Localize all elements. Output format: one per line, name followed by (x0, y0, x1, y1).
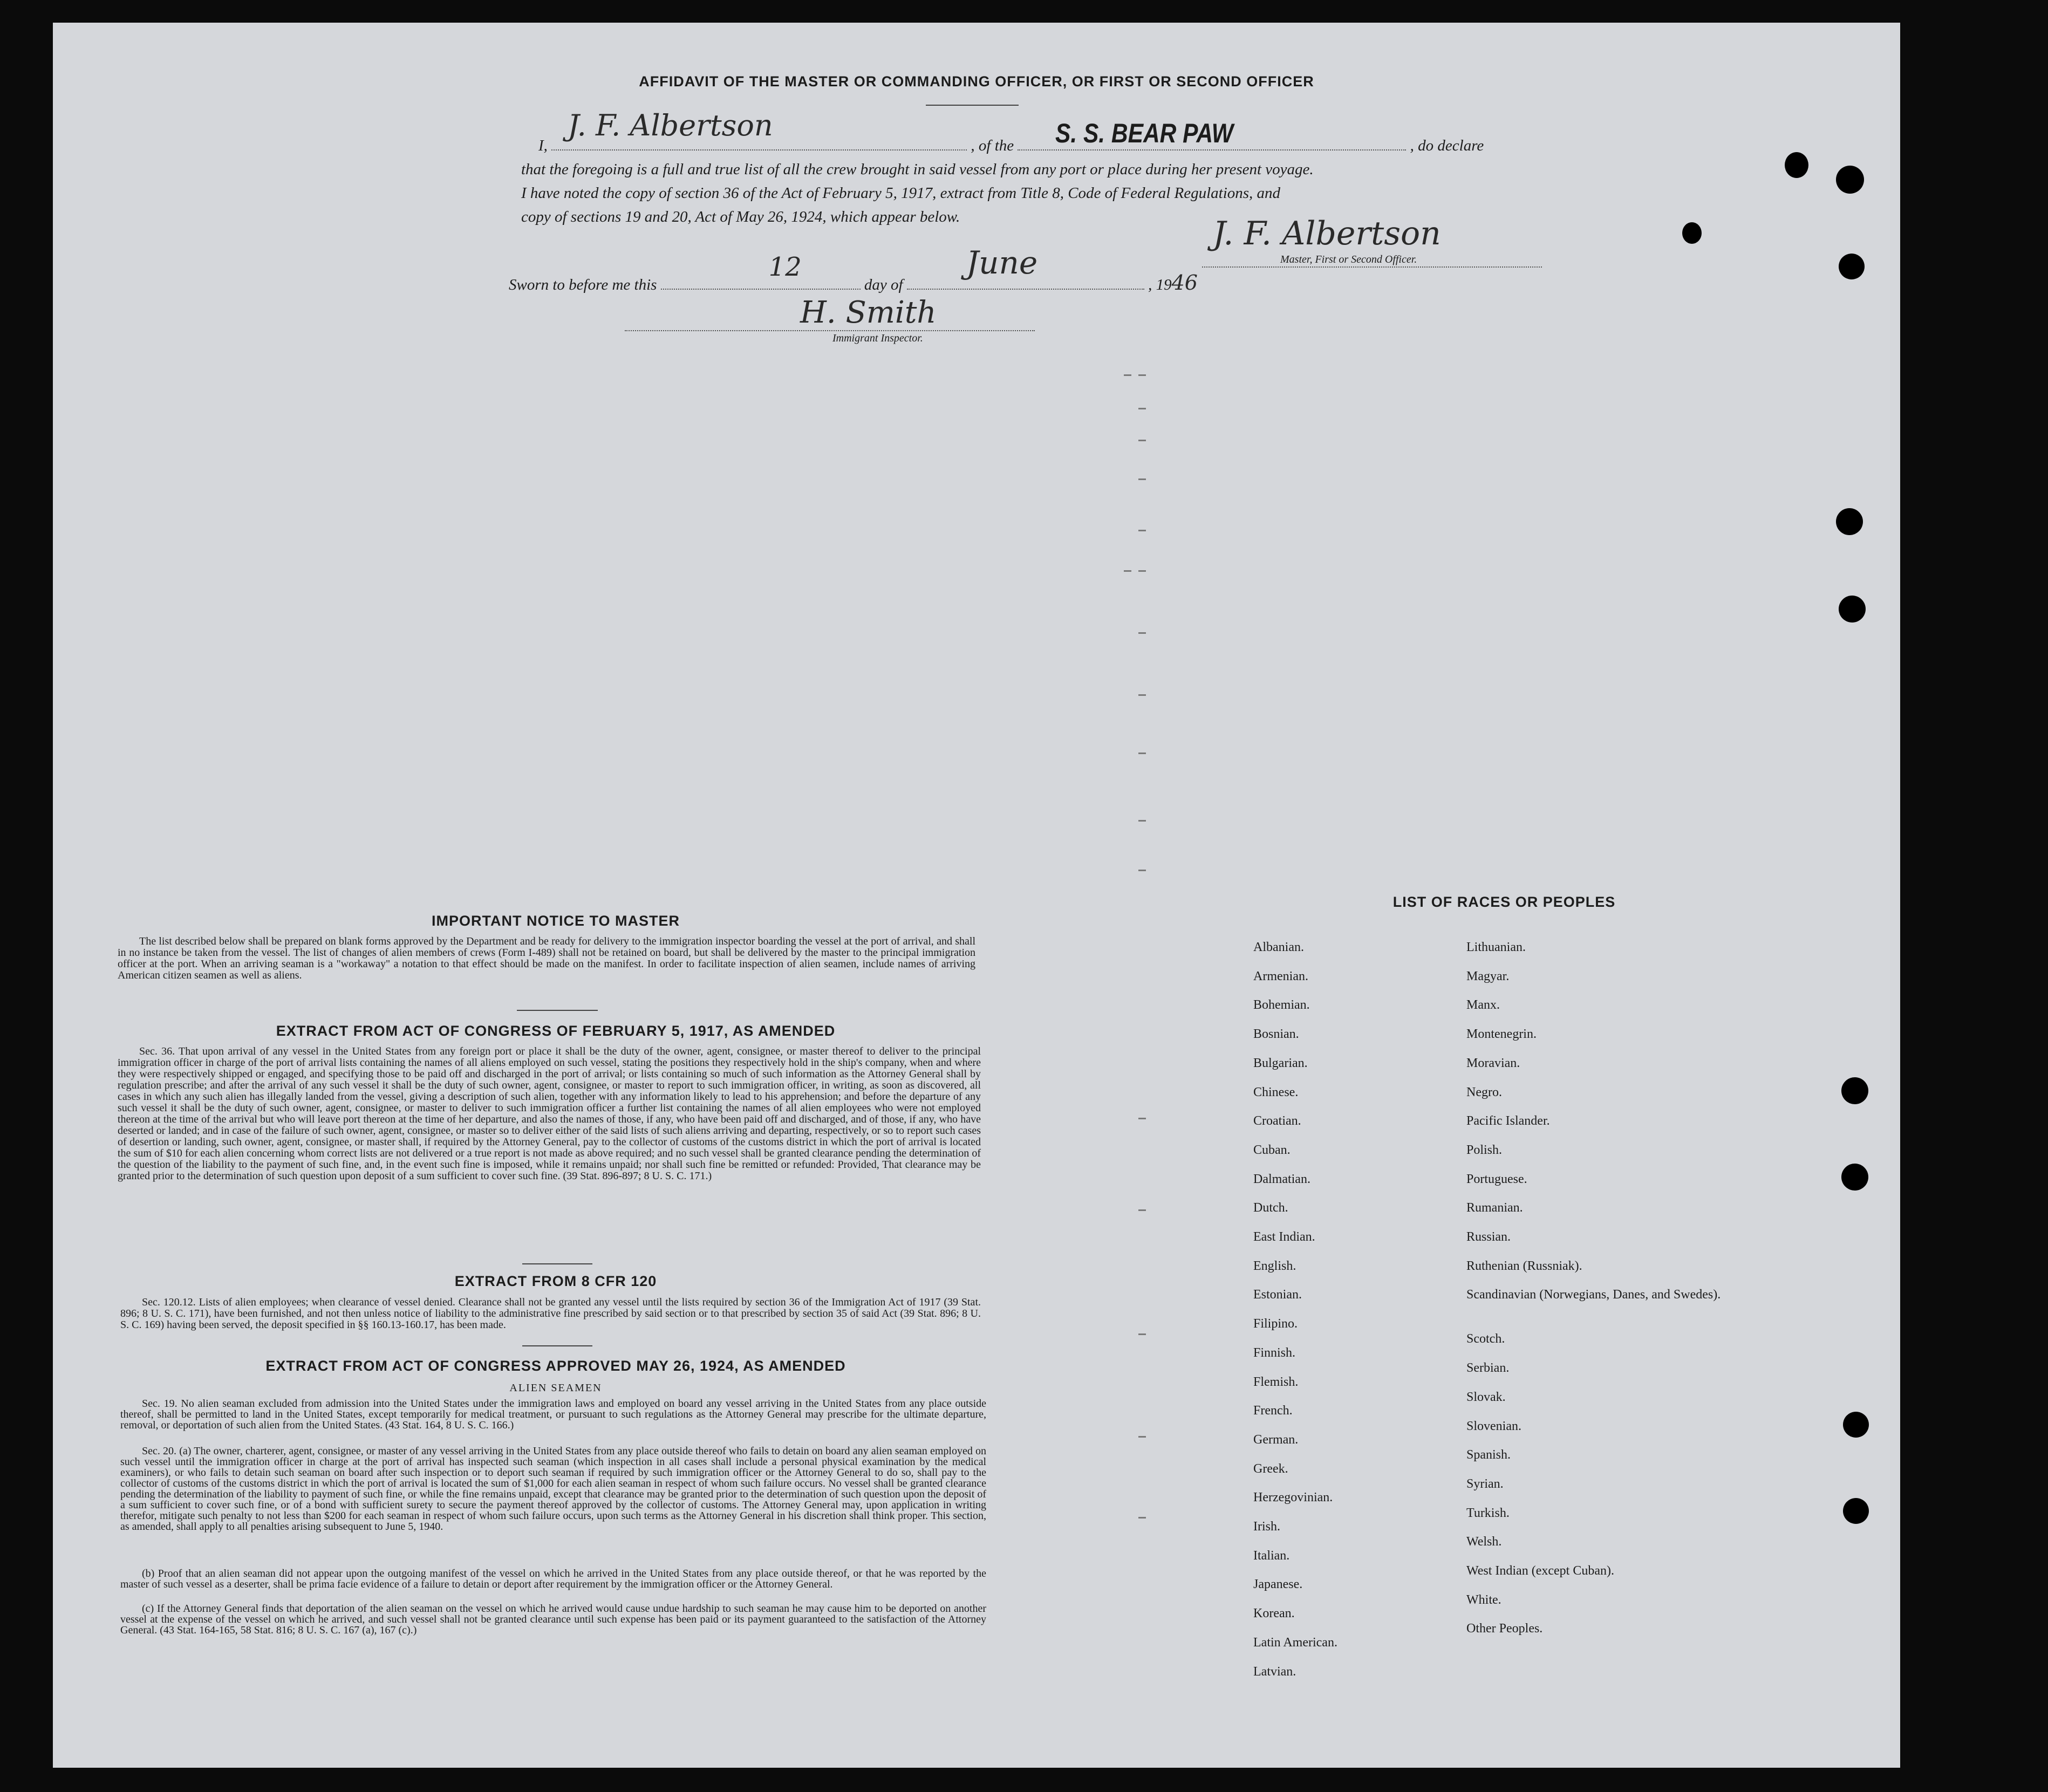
race-item: Manx. (1466, 998, 1500, 1013)
race-item: Slovenian. (1466, 1419, 1521, 1433)
race-item: Korean. (1253, 1606, 1295, 1621)
race-item: Estonian. (1253, 1288, 1302, 1302)
race-item: Other Peoples. (1466, 1622, 1543, 1636)
sworn-text: Sworn to before me this (509, 276, 657, 293)
bleed-mark (1124, 570, 1131, 572)
document-page (53, 23, 1900, 1768)
race-item: Negro. (1466, 1085, 1502, 1099)
race-item: Bulgarian. (1253, 1056, 1308, 1070)
extract-1924-sec19: Sec. 19. No alien seaman excluded from admission into the United States under the immigration laws and employed on board any vessel arriving in the United States from any place outside thereof, shall be permitted to land in the United States, except temporarily for medical treatment, or pursuant to such regulations as the Attorney General may prescribe for the ultimate departure, removal, or deportation of such alien from the United States. (43 Stat. 164, 8 U. S. C. 166.) (120, 1398, 986, 1431)
affidavit-line-2: that the foregoing is a full and true list of all the crew brought in said vessel from any port or place during her present voyage. (521, 161, 1314, 178)
bleed-mark (1138, 570, 1146, 572)
master-signature: J. F. Albertson (1213, 215, 1441, 252)
extract-1924-sec20c: (c) If the Attorney General finds that deportation of the alien seaman on the vessel on which he arrived would cause undue hardship to such seaman he may cause him to be deported on another vessel at the expense of the vessel on which he arrived, and such vessel shall not be granted clearance until such expense has been paid or its payment guaranteed to the satisfaction of the Attorney General. (43 Stat. 164-165, 58 Stat. 816; 8 U. S. C. 167 (a), 167 (c).) (120, 1603, 986, 1636)
bleed-mark (1138, 1517, 1146, 1519)
section-divider (522, 1263, 592, 1264)
race-item: Ruthenian (Russniak). (1466, 1258, 1582, 1273)
section-divider (522, 1345, 592, 1346)
sworn-month-field (907, 244, 1144, 290)
race-item: Italian. (1253, 1548, 1290, 1563)
bleed-mark (1138, 374, 1146, 376)
notice-heading: IMPORTANT NOTICE TO MASTER (432, 913, 680, 929)
bleed-mark (1138, 870, 1146, 871)
race-item: Polish. (1466, 1143, 1503, 1157)
master-signature-caption: Master, First or Second Officer. (1280, 254, 1417, 265)
affidavit-line-4: copy of sections 19 and 20, Act of May 26, 1924, which appear below. (521, 208, 960, 225)
race-item: Albanian. (1253, 940, 1304, 954)
alien-seamen-subheading: ALIEN SEAMEN (509, 1382, 602, 1394)
year-prefix: , 19 (1148, 276, 1172, 293)
title-divider (926, 105, 1019, 106)
notice-text: The list described below shall be prepared on blank forms approved by the Department and be ready for delivery to the immigration inspector boarding the vessel at the port of arrival, and shall in no instance be taken from the vessel. The list of changes of alien members of crews (Form I-489) shall not be retained on board, but shall be delivered by the master to the principal immigration officer at the port. When an arriving seaman is a "workaway" a notation to that effect should be made on the manifest. In order to facilitate inspection of alien seamen, include names of arriving American citizen seamen as well as aliens. (118, 935, 975, 981)
race-item: Portuguese. (1466, 1172, 1527, 1186)
master-name-handwritten: J. F. Albertson (568, 108, 773, 142)
extract-1917-heading: EXTRACT FROM ACT OF CONGRESS OF FEBRUARY 5, 1917, AS AMENDED (276, 1023, 836, 1039)
section-divider (517, 1010, 598, 1011)
race-item: Rumanian. (1466, 1201, 1523, 1215)
binder-hole (1836, 166, 1864, 194)
inspector-caption: Immigrant Inspector. (832, 332, 923, 344)
binder-hole (1843, 1498, 1869, 1524)
race-item: Scotch. (1466, 1332, 1505, 1346)
day-of-text: day of (864, 276, 903, 293)
race-item: Moravian. (1466, 1056, 1520, 1070)
extract-1924-sec20a: Sec. 20. (a) The owner, charterer, agent, consignee, or master of any vessel arriving in the United States from any place outside thereof who fails to detain on board any alien seaman employed on such vessel until the immigration officer in charge at the port of arrival has inspected such seaman (which inspection in all cases shall include a personal physical examination by the medical examiners), or who fails to detain such seaman on board after such inspection or to deport such seaman if required by such immigration officer or the Attorney General to do so, shall pay to the collector of customs of the customs district in which the port of arrival is located the sum of $1,000 for each alien seaman in respect of whom such failure occurs. No vessel shall be granted clearance pending the determination of the liability to payment of such fine, or while the fine remains unpaid, except that clearance may be granted prior to the determination of such question upon the deposit of a sum sufficient to cover such fine, or of a bond with sufficient surety to secure the payment thereof approved by the collector of customs. The Attorney General may, upon application in writing therefor, mitigate such penalty to not less than $200 for each seaman in respect of whom such failure occurs, upon such terms as the Attorney General in his discretion shall think proper. This section, as amended, shall apply to all penalties arising subsequent to June 5, 1940. (120, 1445, 986, 1533)
bleed-mark (1138, 1118, 1146, 1119)
sworn-day: 12 (768, 252, 802, 282)
race-item: French. (1253, 1404, 1293, 1418)
race-item: Syrian. (1466, 1476, 1504, 1491)
binder-hole (1682, 222, 1702, 244)
race-item: German. (1253, 1432, 1299, 1447)
races-heading: LIST OF RACES OR PEOPLES (1392, 894, 1616, 910)
bleed-mark (1138, 478, 1146, 480)
inspector-signature: H. Smith (800, 295, 937, 330)
bleed-mark (1138, 1436, 1146, 1438)
race-item: Herzegovinian. (1253, 1490, 1333, 1505)
race-item: Latvian. (1253, 1664, 1296, 1679)
bleed-mark (1138, 694, 1146, 696)
of-the-text: , of the (971, 137, 1014, 154)
sworn-line (509, 244, 1198, 297)
race-item: Turkish. (1466, 1506, 1510, 1520)
sworn-month: June (966, 244, 1038, 281)
vessel-name: S. S. BEAR PAW (1055, 118, 1234, 148)
race-item: Filipino. (1253, 1317, 1298, 1331)
race-item: Pacific Islander. (1466, 1114, 1550, 1128)
binder-hole (1841, 1077, 1868, 1104)
affidavit-line-3: I have noted the copy of section 36 of the Act of February 5, 1917, extract from Title 8, Code of Federal Regulations, and (521, 184, 1281, 202)
race-item: East Indian. (1253, 1230, 1315, 1244)
binder-hole (1843, 1412, 1869, 1438)
race-item: Dutch. (1253, 1201, 1288, 1215)
race-item: West Indian (except Cuban). (1466, 1564, 1614, 1578)
race-item: Bosnian. (1253, 1027, 1299, 1042)
race-item: Spanish. (1466, 1448, 1511, 1462)
race-item: Magyar. (1466, 969, 1510, 983)
affidavit-title: AFFIDAVIT OF THE MASTER OR COMMANDING OFFICER, OR FIRST OR SECOND OFFICER (639, 73, 1314, 90)
extract-1917-text: Sec. 36. That upon arrival of any vessel in the United States from any foreign port or place it shall be the duty of the owner, agent, consignee, or master thereof to deliver to the principal immigration officer in charge of the port of arrival lists containing the names of all aliens employed on such vessel, stating the positions they respectively hold in the ship's company, when and where they were respectively shipped or engaged, and specifying those to be paid off and discharged in the port of arrival; or lists containing so much of such information as the Attorney General shall by regulation prescribe; and after the arrival of any such vessel it shall be the duty of such owner, agent, consignee, or master to report to such immigration officer, in writing, as soon as discovered, all cases in which any such alien has illegally landed from the vessel, giving a description of such alien, together with any information likely to lead to his apprehension; and before the departure of any such vessel it shall be the duty of such owner, agent, consignee, or master to deliver to such immigration officer a further list containing the names of all alien employees who were not employed thereon at the time of the arrival but who will leave port thereon at the time of her departure, and also the names of those, if any, who have been paid off and discharged, and of those, if any, who have deserted or landed; and in case of the failure of such owner, agent, consignee, or master so to deliver either of the said lists of such aliens arriving and departing, respectively, or so to report such cases of desertion or landing, such owner, agent, consignee, or master shall, if required by the Attorney General, pay to the collector of customs of the customs district in which the port of arrival is located the sum of $10 for each alien concerning whom correct lists are not delivered or a true report is not made as above required; and no such vessel shall be granted clearance pending the determination of the question of the liability to the payment of such fine, and, in the event such fine is imposed, while it remains unpaid; nor shall such fine be remitted or refunded: Provided, That clearance may be granted prior to the determination of such question upon deposit of a sum sufficient to cover such fine. (39 Stat. 896-897; 8 U. S. C. 171.) (118, 1045, 981, 1182)
race-item: Croatian. (1253, 1114, 1301, 1128)
do-declare-text: , do declare (1410, 137, 1484, 154)
race-item: English. (1253, 1258, 1296, 1273)
sworn-day-field (661, 252, 861, 290)
race-item: Slovak. (1466, 1390, 1506, 1404)
race-item: Finnish. (1253, 1345, 1296, 1360)
binder-hole (1839, 596, 1866, 623)
race-item: Japanese. (1253, 1577, 1303, 1592)
bleed-mark (1138, 753, 1146, 754)
binder-hole (1841, 1164, 1868, 1191)
bleed-mark (1138, 1209, 1146, 1211)
race-item: Chinese. (1253, 1085, 1299, 1099)
extract-cfr-heading: EXTRACT FROM 8 CFR 120 (454, 1273, 657, 1289)
bleed-mark (1138, 530, 1146, 531)
bleed-mark (1138, 408, 1146, 409)
race-item: Armenian. (1253, 969, 1308, 983)
prefix-i: I, (538, 137, 548, 154)
race-item: Serbian. (1466, 1361, 1510, 1376)
race-item: Bohemian. (1253, 998, 1310, 1013)
race-item: Russian. (1466, 1230, 1511, 1244)
bleed-mark (1138, 1333, 1146, 1335)
binder-hole (1785, 152, 1808, 178)
bleed-mark (1138, 632, 1146, 634)
affidavit-line-1 (538, 108, 1484, 158)
race-item: Montenegrin. (1466, 1027, 1537, 1042)
race-item: Greek. (1253, 1461, 1288, 1476)
extract-1924-sec20b: (b) Proof that an alien seaman did not appear upon the outgoing manifest of the vessel on which he arrived in the United States from any place outside thereof, or that he was reported by the master of such vessel as a deserter, shall be prima facie evidence of a failure to detain or deport after requirement by the immigration officer or the Attorney General. (120, 1568, 986, 1590)
race-item: Dalmatian. (1253, 1172, 1310, 1186)
year-suffix: 46 (1171, 271, 1198, 295)
race-item: Irish. (1253, 1520, 1280, 1534)
bleed-mark (1138, 440, 1146, 441)
bleed-mark (1124, 374, 1131, 376)
extract-1924-heading: EXTRACT FROM ACT OF CONGRESS APPROVED MAY 26, 1924, AS AMENDED (265, 1358, 846, 1374)
binder-hole (1836, 508, 1863, 535)
bleed-mark (1138, 820, 1146, 822)
vessel-field (1018, 118, 1406, 151)
binder-hole (1839, 254, 1865, 279)
race-item: Cuban. (1253, 1143, 1291, 1157)
race-item: Scandinavian (Norwegians, Danes, and Swedes). (1466, 1288, 1721, 1302)
race-item: Latin American. (1253, 1635, 1337, 1650)
race-item: Welsh. (1466, 1535, 1502, 1549)
race-item: Lithuanian. (1466, 940, 1526, 954)
extract-cfr-text: Sec. 120.12. Lists of alien employees; when clearance of vessel denied. Clearance shall not be granted any vessel until the lists required by section 36 of the Immigration Act of 1917 (39 Stat. 896; 8 U. S. C. 171), have been furnished, and not then unless notice of liability to the administrative fine prescribed by said section or to that prescribed by section 35 of said Act (39 Stat. 896; 8 U. S. C. 169) having been served, the deposit specified in §§ 160.13-160.17, has been made. (120, 1296, 981, 1331)
race-item: Flemish. (1253, 1374, 1299, 1389)
race-item: White. (1466, 1592, 1501, 1607)
master-name-field (551, 108, 967, 151)
